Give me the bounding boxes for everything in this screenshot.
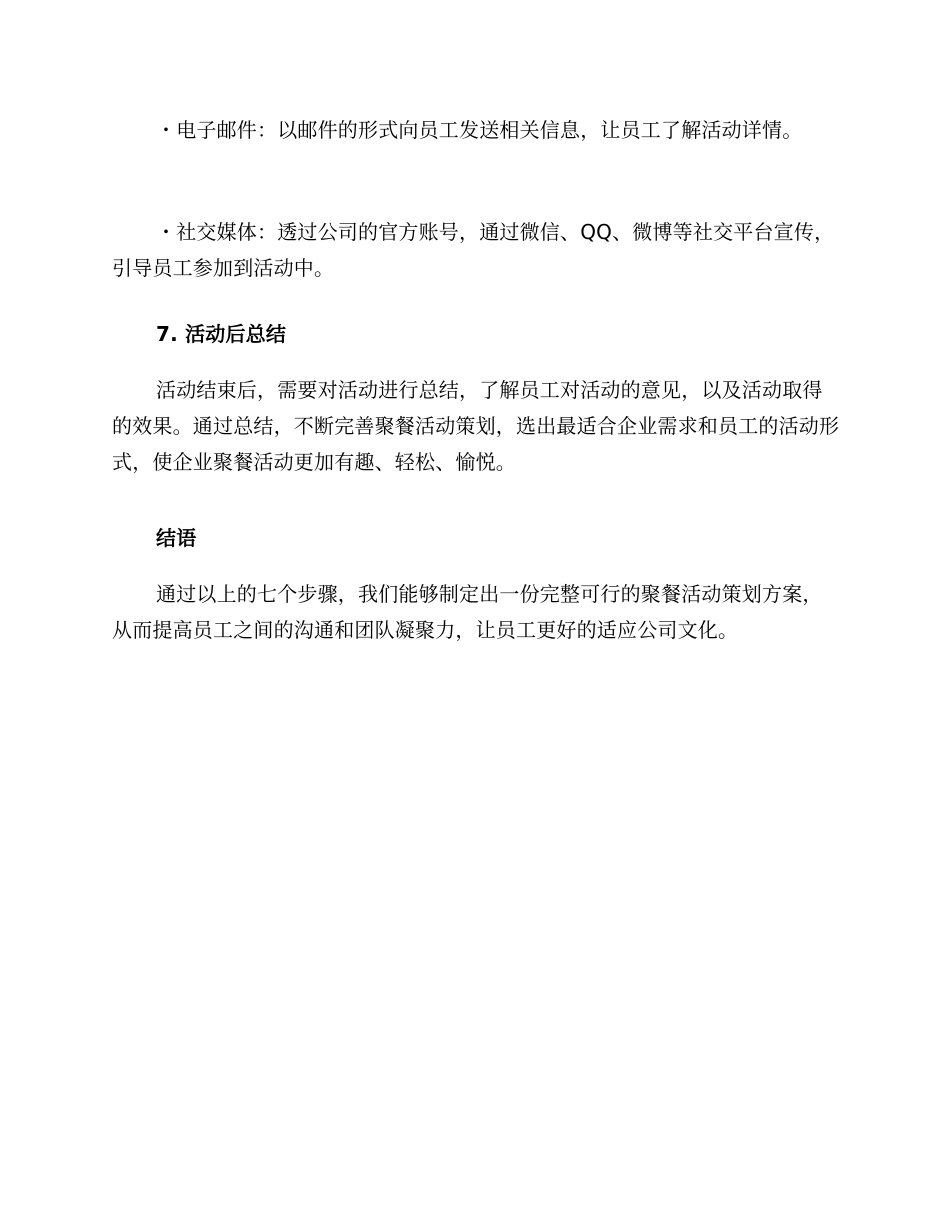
paragraph-social-media-channel: ・社交媒体：透过公司的官方账号，通过微信、QQ、微博等社交平台宣传，引导员工参加到活动中。 — [112, 220, 835, 280]
paragraph-post-event-summary: 活动结束后，需要对活动进行总结，了解员工对活动的意见，以及活动取得的效果。通过总结，不断完善聚餐活动策划，选出最适合企业需求和员工的活动形式，使企业聚餐活动更加有趣、轻松、愉悦。 — [112, 378, 840, 474]
heading-post-event-summary: 7. 活动后总结 — [156, 322, 287, 346]
paragraph-conclusion: 通过以上的七个步骤，我们能够制定出一份完整可行的聚餐活动策划方案，从而提高员工之间的沟通和团队凝聚力，让员工更好的适应公司文化。 — [112, 582, 823, 642]
paragraph-email-channel: ・电子邮件：以邮件的形式向员工发送相关信息，让员工了解活动详情。 — [156, 118, 803, 142]
heading-conclusion: 结语 — [156, 526, 197, 550]
